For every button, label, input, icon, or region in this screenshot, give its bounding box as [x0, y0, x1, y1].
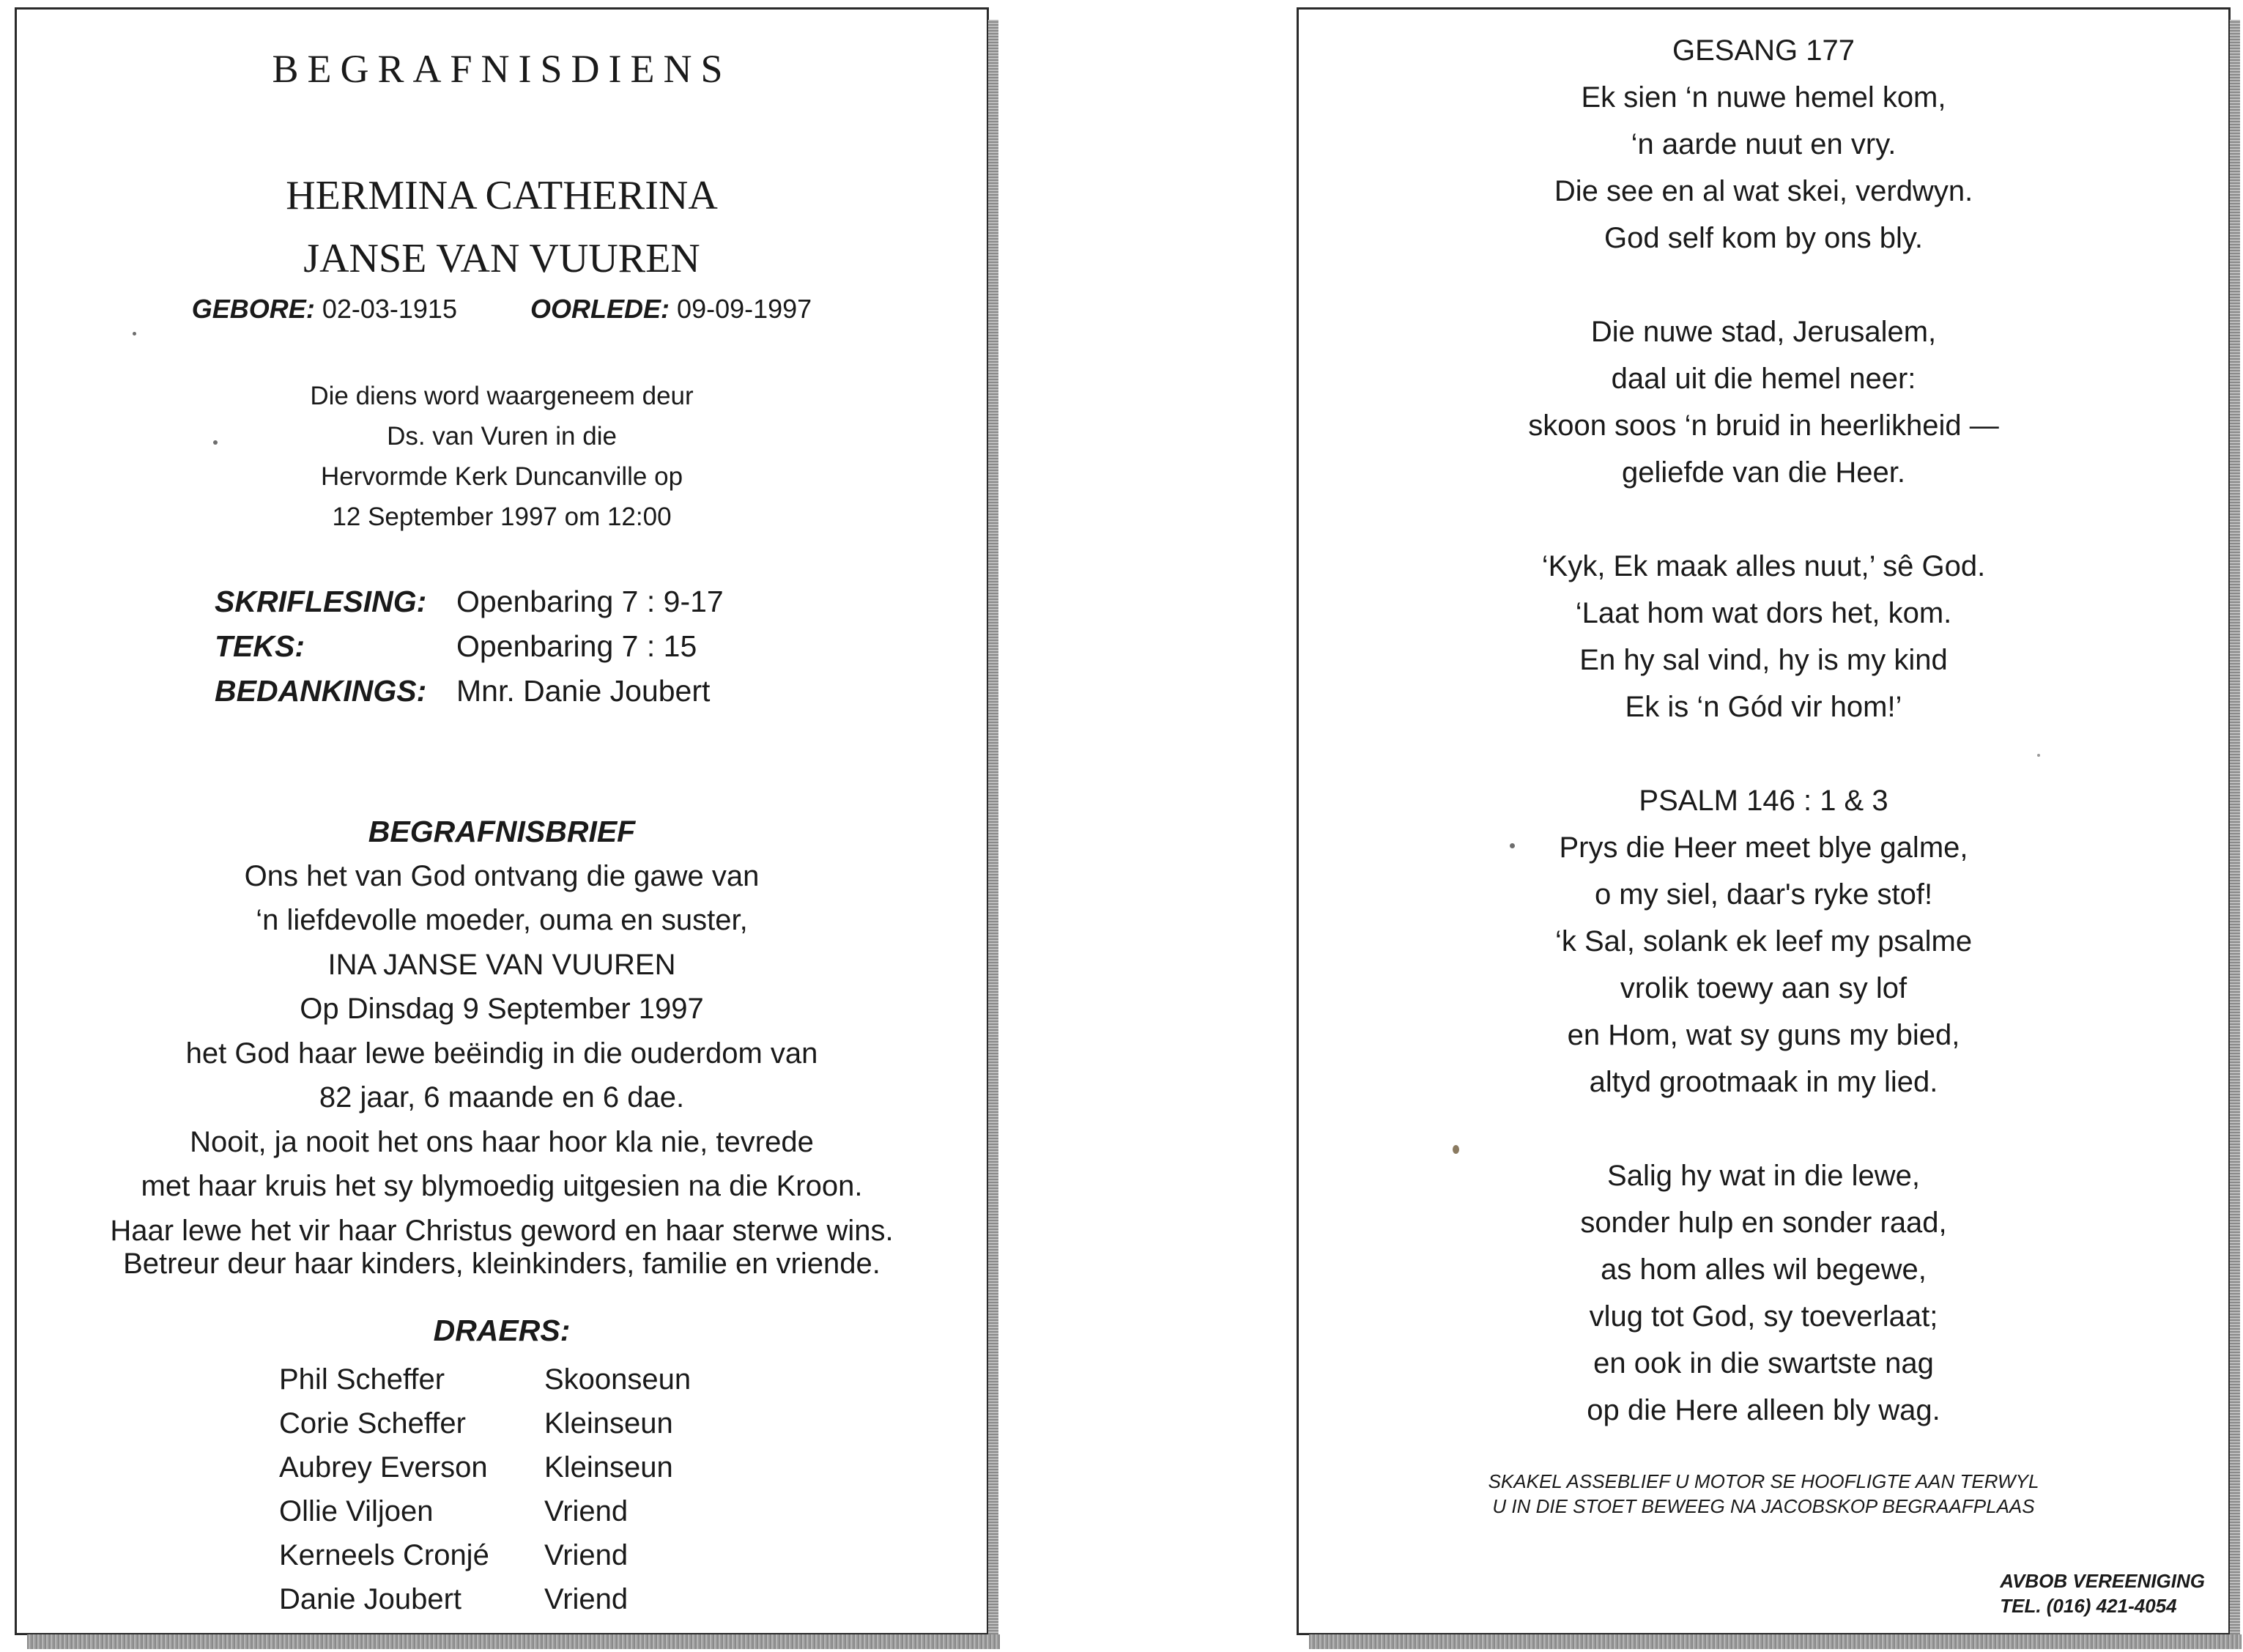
- detail-value: Openbaring 7 : 15: [456, 629, 697, 663]
- bearer-relation: Kleinseun: [544, 1407, 673, 1440]
- hymn-line: Die see en al wat skei, verdwyn.: [1554, 175, 1973, 207]
- hymn-line: ‘k Sal, solank ek leef my psalme: [1554, 925, 1973, 958]
- hymn-line: o my siel, daar's ryke stof!: [1594, 878, 1933, 911]
- died-label: OORLEDE:: [530, 294, 670, 324]
- detail-value: Openbaring 7 : 9-17: [456, 585, 724, 618]
- scan-speck: [1453, 1145, 1459, 1154]
- letter-heading: BEGRAFNISBRIEF: [368, 815, 636, 848]
- bearer-name: Aubrey Everson: [279, 1451, 488, 1484]
- bearer-relation: Vriend: [544, 1583, 629, 1615]
- right-page: [1297, 7, 2231, 1635]
- left-page: [15, 7, 989, 1635]
- hymn-line: Die nuwe stad, Jerusalem,: [1590, 316, 1937, 348]
- funeral-letter: [17, 810, 987, 1253]
- letter-line: Ons het van God ontvang die gawe van: [244, 859, 760, 892]
- hymn-line: en Hom, wat sy guns my bied,: [1567, 1019, 1960, 1051]
- letter-line: het God haar lewe beëindig in die ouderdom van: [185, 1037, 818, 1070]
- hymn-line: God self kom by ons bly.: [1604, 222, 1923, 254]
- hymn-title: GESANG 177: [1672, 34, 1855, 67]
- scan-speck: [1510, 843, 1515, 848]
- detail-label: BEDANKINGS:: [215, 674, 427, 708]
- bearer-row: [279, 1533, 691, 1577]
- headlights-notice: [1299, 1469, 2228, 1519]
- letter-line: met haar kruis het sy blymoedig uitgesien na die Kroon.: [141, 1170, 863, 1202]
- bearer-name: Kerneels Cronjé: [279, 1539, 489, 1571]
- bearer-row: [279, 1445, 691, 1489]
- notice-line: SKAKEL ASSEBLIEF U MOTOR SE HOOFLIGTE AAN TERWYL: [1488, 1470, 2039, 1492]
- deceased-name-line2: JANSE VAN VUUREN: [303, 236, 700, 281]
- undertaker-phone: TEL. (016) 421-4054: [2000, 1595, 2177, 1617]
- bearer-row: [279, 1401, 691, 1445]
- bearer-relation: Vriend: [544, 1495, 629, 1527]
- detail-value: Mnr. Danie Joubert: [456, 674, 711, 708]
- hymn-title: PSALM 146 : 1 & 3: [1639, 785, 1888, 817]
- undertaker-contact: [2000, 1568, 2205, 1618]
- detail-row: [215, 579, 724, 624]
- bearer-name: Phil Scheffer: [279, 1363, 445, 1396]
- detail-row: [215, 624, 724, 669]
- deceased-name-line1: HERMINA CATHERINA: [286, 173, 718, 218]
- hymn-line: Ek is ‘n Gód vir hom!’: [1625, 691, 1902, 723]
- hymn-line: op die Here alleen bly wag.: [1587, 1394, 1940, 1426]
- detail-label: SKRIFLESING:: [215, 585, 427, 618]
- undertaker-name: AVBOB VEREENIGING: [2000, 1570, 2205, 1592]
- service-title: BEGRAFNISDIENS: [272, 47, 732, 91]
- bearer-row: [279, 1489, 691, 1533]
- bearers-heading: DRAERS:: [433, 1314, 571, 1347]
- scan-speck: [133, 332, 136, 336]
- scan-speck: [2037, 754, 2040, 757]
- service-line: Hervormde Kerk Duncanville op: [320, 462, 683, 491]
- died-date: 09-09-1997: [677, 294, 812, 324]
- hymn-line: ‘Laat hom wat dors het, kom.: [1575, 597, 1952, 629]
- letter-line: Op Dinsdag 9 September 1997: [300, 993, 704, 1025]
- hymn-line: skoon soos ‘n bruid in heerlikheid —: [1528, 410, 1999, 442]
- letter-line: INA JANSE VAN VUUREN: [327, 948, 676, 981]
- letter-line: Haar lewe het vir haar Christus geword en haar sterwe wins.: [110, 1214, 894, 1247]
- bearer-relation: Vriend: [544, 1539, 629, 1571]
- born-date: 02-03-1915: [322, 294, 457, 324]
- letter-line: Nooit, ja nooit het ons haar hoor kla nie, tevrede: [190, 1125, 814, 1158]
- bearer-row: [279, 1577, 691, 1621]
- hymn-line: Ek sien ‘n nuwe hemel kom,: [1581, 81, 1946, 114]
- service-line: Die diens word waargeneem deur: [310, 382, 694, 410]
- bearer-name: Ollie Viljoen: [279, 1495, 434, 1527]
- hymn-line: daal uit die hemel neer:: [1611, 363, 1916, 395]
- letter-line: ‘n liefdevolle moeder, ouma en suster,: [256, 904, 748, 936]
- hymn-line: geliefde van die Heer.: [1622, 456, 1905, 489]
- hymn-177: [1299, 27, 2228, 1434]
- hymn-line: altyd grootmaak in my lied.: [1589, 1066, 1938, 1098]
- hymn-line: vlug tot God, sy toeverlaat;: [1589, 1300, 1938, 1333]
- hymn-line: ‘Kyk, Ek maak alles nuut,’ sê God.: [1541, 550, 1986, 582]
- hymn-line: Salig hy wat in die lewe,: [1607, 1160, 1920, 1192]
- hymn-line: en ook in die swartste nag: [1593, 1347, 1934, 1379]
- detail-row: [215, 669, 724, 714]
- letter-line: 82 jaar, 6 maande en 6 dae.: [319, 1081, 685, 1114]
- detail-label: TEKS:: [215, 629, 305, 663]
- service-line: 12 September 1997 om 12:00: [332, 503, 672, 531]
- hymn-line: ‘n aarde nuut en vry.: [1631, 128, 1897, 160]
- service-details: [17, 376, 987, 537]
- hymn-line: Prys die Heer meet blye galme,: [1559, 831, 1968, 864]
- scan-speck: [213, 440, 218, 445]
- bearer-relation: Kleinseun: [544, 1451, 673, 1484]
- scripture-details: [215, 579, 724, 714]
- bereaved-line: Betreur deur haar kinders, kleinkinders, familie en vriende.: [123, 1248, 880, 1280]
- bearer-name: Corie Scheffer: [279, 1407, 466, 1440]
- bearer-relation: Skoonseun: [544, 1363, 692, 1396]
- service-line: Ds. van Vuren in die: [387, 422, 617, 451]
- hymn-line: sonder hulp en sonder raad,: [1580, 1207, 1947, 1239]
- bearer-name: Danie Joubert: [279, 1583, 462, 1615]
- hymn-line: vrolik toewy aan sy lof: [1620, 972, 1908, 1004]
- born-label: GEBORE:: [191, 294, 315, 324]
- bearer-row: [279, 1357, 691, 1401]
- bearers-list: [279, 1357, 691, 1621]
- hymn-line: En hy sal vind, hy is my kind: [1579, 644, 1948, 676]
- dates-line: [17, 294, 987, 325]
- hymn-line: as hom alles wil begewe,: [1601, 1253, 1927, 1286]
- notice-line: U IN DIE STOET BEWEEG NA JACOBSKOP BEGRAAFPLAAS: [1492, 1495, 2035, 1517]
